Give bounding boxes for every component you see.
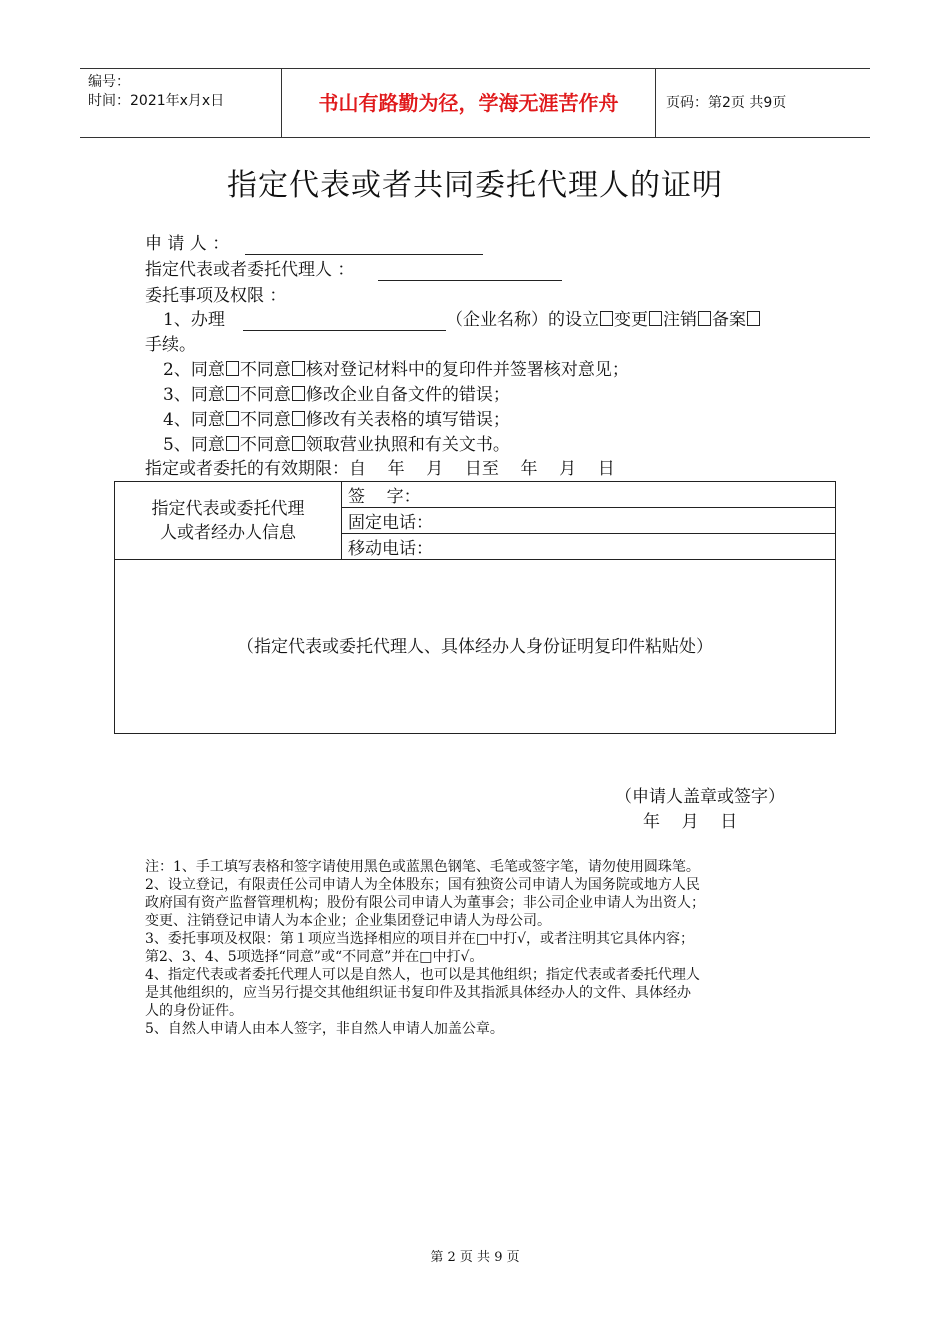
item4-no: 4、 xyxy=(163,410,191,430)
disagree-label: 不同意 xyxy=(239,385,291,405)
checkbox-agree-4[interactable] xyxy=(226,411,239,426)
checkbox-record[interactable] xyxy=(747,311,760,326)
agent-info-label-line2: 人或者经办人信息 xyxy=(160,522,296,543)
agree-label: 同意 xyxy=(190,435,225,455)
fixed-phone-cell[interactable] xyxy=(342,508,836,534)
item1-suffix: （企业名称）的设立 xyxy=(446,310,599,330)
checkbox-disagree-2[interactable] xyxy=(292,361,305,376)
checkbox-change[interactable] xyxy=(649,311,662,326)
note-line: 4、指定代表或者委托代理人可以是自然人，也可以是其他组织；指定代表或者委托代理人 xyxy=(145,967,700,983)
stamp-label: （申请人盖章或签字） xyxy=(615,787,785,807)
note-line: 注：1、手工填写表格和签字请使用黑色或蓝黑色钢笔、毛笔或签字笔，请勿使用圆珠笔。 xyxy=(145,859,700,875)
header-meta xyxy=(80,69,282,137)
checkbox-disagree-4[interactable] xyxy=(292,411,305,426)
item1-cont: 手续。 xyxy=(145,335,196,355)
agent-info-label xyxy=(115,482,342,560)
checkbox-agree-3[interactable] xyxy=(226,386,239,401)
item3-line xyxy=(163,383,510,407)
opt-change: 变更 xyxy=(614,310,648,330)
item4-line xyxy=(163,408,510,432)
note-line: 是其他组织的，应当另行提交其他组织证书复印件及其指派具体经办人的文件、具体经办 xyxy=(145,985,691,1001)
item5-no: 5、 xyxy=(163,435,191,455)
note-line: 人的身份证件。 xyxy=(145,1003,243,1019)
checkbox-disagree-5[interactable] xyxy=(292,436,305,451)
scope-label: 委托事项及权限 ： xyxy=(145,286,287,306)
header-slogan: 书山有路勤为径，学海无涯苦作舟 xyxy=(282,69,656,137)
checkbox-disagree-3[interactable] xyxy=(292,386,305,401)
agent-info-label-line1: 指定代表或委托代理 xyxy=(151,498,305,519)
time-label: 时间：2021年x月x日 xyxy=(88,93,225,109)
mobile-phone-label: 移动电话： xyxy=(348,539,433,559)
paste-note: （指定代表或委托代理人、具体经办人身份证明复印件粘贴处） xyxy=(237,637,713,657)
agent-field[interactable] xyxy=(378,280,562,281)
item3-text: 修改企业自备文件的错误； xyxy=(305,385,510,405)
number-label: 编号： xyxy=(88,74,130,90)
id-copy-paste-area xyxy=(114,560,836,734)
page-header xyxy=(80,68,870,138)
item2-text: 核对登记材料中的复印件并签署核对意见； xyxy=(305,360,629,380)
agree-label: 同意 xyxy=(190,385,225,405)
note-line: 2、设立登记，有限责任公司申请人为全体股东；国有独资公司申请人为国务院或地方人民 xyxy=(145,877,700,893)
note-line: 政府国有资产监督管理机构；股份有限公司申请人为董事会；非公司企业申请人为出资人； xyxy=(145,895,705,911)
agent-info-table xyxy=(114,481,836,560)
note-line: 变更、注销登记申请人为本企业；企业集团登记申请人为母公司。 xyxy=(145,913,551,929)
checkbox-agree-2[interactable] xyxy=(226,361,239,376)
applicant-field[interactable] xyxy=(245,254,483,255)
item5-line xyxy=(163,433,510,457)
agree-label: 同意 xyxy=(190,360,225,380)
header-page-label: 页码：第2页 共9页 xyxy=(666,95,787,111)
checkbox-agree-5[interactable] xyxy=(226,436,239,451)
item2-no: 2、 xyxy=(163,360,191,380)
sign-date: 年 月 日 xyxy=(643,812,738,832)
item1-line xyxy=(446,308,761,332)
item3-no: 3、 xyxy=(163,385,191,405)
page-footer: 第 2 页 共 9 页 xyxy=(430,1250,520,1265)
fixed-phone-label: 固定电话： xyxy=(348,513,433,533)
validity-line: 指定或者委托的有效期限：自 年 月 日至 年 月 日 xyxy=(145,459,615,479)
agree-label: 同意 xyxy=(190,410,225,430)
item5-text: 领取营业执照和有关文书。 xyxy=(305,435,510,455)
document-title: 指定代表或者共同委托代理人的证明 xyxy=(227,168,723,203)
signature-cell[interactable] xyxy=(342,482,836,508)
checkbox-establish[interactable] xyxy=(600,311,613,326)
opt-cancel: 注销 xyxy=(663,310,697,330)
disagree-label: 不同意 xyxy=(239,435,291,455)
item1-prefix: 1、办理 xyxy=(163,310,225,330)
item4-text: 修改有关表格的填写错误； xyxy=(305,410,510,430)
disagree-label: 不同意 xyxy=(239,360,291,380)
note-line: 第2、3、4、5项选择“同意”或“不同意”并在□中打√。 xyxy=(145,949,484,965)
checkbox-cancel[interactable] xyxy=(698,311,711,326)
agent-label: 指定代表或者委托代理人 ： xyxy=(145,260,355,280)
opt-record: 备案 xyxy=(712,310,746,330)
note-line: 3、委托事项及权限：第１项应当选择相应的项目并在□中打√，或者注明其它具体内容； xyxy=(145,931,695,947)
company-name-field[interactable] xyxy=(243,330,446,331)
mobile-phone-cell[interactable] xyxy=(342,534,836,560)
notes-section xyxy=(145,858,825,1038)
note-line: 5、自然人申请人由本人签字，非自然人申请人加盖公章。 xyxy=(145,1021,504,1037)
applicant-label: 申 请 人 ： xyxy=(145,234,230,254)
item2-line xyxy=(163,358,629,382)
signature-label: 签 字： xyxy=(348,487,421,507)
disagree-label: 不同意 xyxy=(239,410,291,430)
